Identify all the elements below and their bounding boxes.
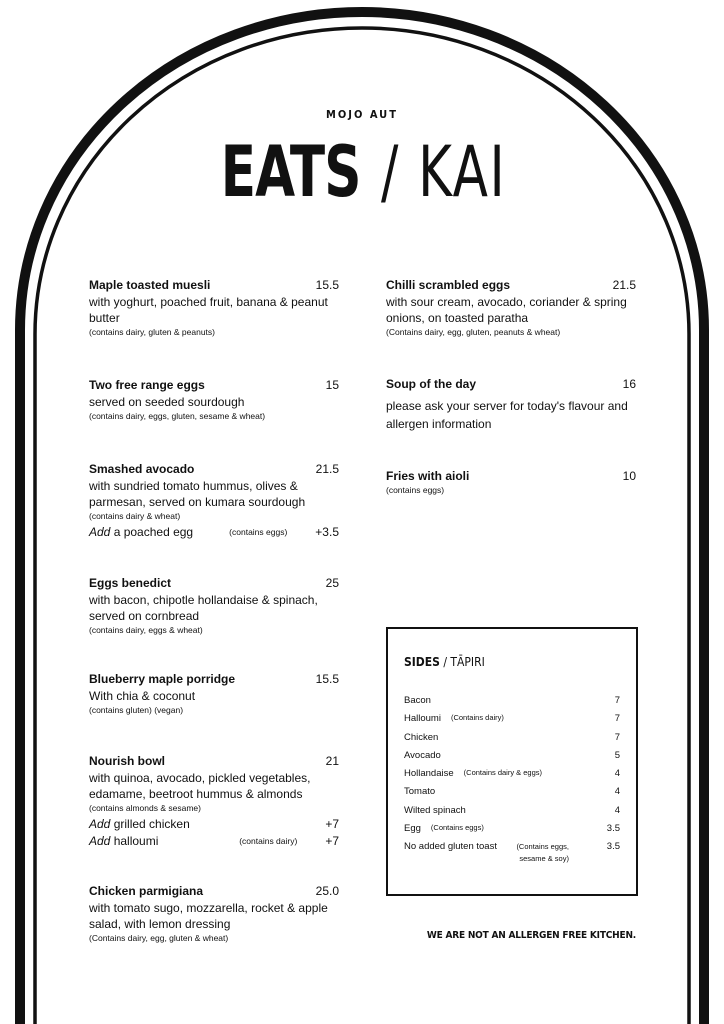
side-allergen: (Contains dairy & eggs): [463, 768, 543, 778]
side-name: Halloumi: [404, 713, 441, 725]
sides-heading: [404, 655, 485, 669]
menu-item: [89, 462, 339, 540]
side-price: 7: [614, 731, 620, 743]
item-price: 21: [325, 754, 339, 768]
item-allergens: (contains dairy, eggs & wheat): [89, 625, 203, 635]
menu-item: [89, 672, 339, 717]
item-name: Blueberry maple porridge: [89, 672, 236, 686]
menu-item: [386, 377, 636, 433]
list-item: [404, 768, 620, 786]
item-description: with sour cream, avocado, coriander & spring onions, on toasted paratha: [386, 295, 627, 325]
addon-price: +7: [325, 817, 339, 831]
list-item: [404, 750, 620, 768]
menu-item: [89, 576, 339, 637]
item-price: 21.5: [315, 462, 339, 476]
addon-text: grilled chicken: [113, 817, 190, 831]
item-name: Fries with aioli: [386, 469, 470, 483]
menu-item: [386, 469, 636, 497]
menu-item: [89, 884, 339, 945]
sides-list: [404, 695, 620, 871]
allergen-disclaimer: WE ARE NOT AN ALLERGEN FREE KITCHEN.: [426, 930, 636, 941]
brand-name: MOJO AUT: [326, 108, 398, 121]
addon-text: halloumi: [113, 834, 159, 848]
item-name: Maple toasted muesli: [89, 278, 211, 292]
item-price: 25: [325, 576, 339, 590]
list-item: [404, 786, 620, 804]
item-description: With chia & coconut: [89, 689, 196, 703]
side-name: Wilted spinach: [404, 804, 466, 816]
list-item: [404, 695, 620, 713]
item-name: Smashed avocado: [89, 462, 195, 476]
item-allergens: (Contains dairy, egg, gluten, peanuts & wheat): [386, 327, 561, 337]
menu-item: [89, 754, 339, 849]
item-addon: [89, 524, 339, 540]
sides-subtitle: / TĀPIRI: [443, 655, 485, 669]
sides-title: SIDES: [404, 655, 440, 669]
item-name: Chilli scrambled eggs: [386, 278, 511, 292]
item-price: 10: [622, 469, 636, 483]
list-item: [404, 713, 620, 731]
addon-price: +7: [325, 834, 339, 848]
item-allergens: (contains eggs): [386, 485, 445, 495]
side-allergen: (Contains eggs): [430, 823, 484, 833]
title-kai: / KAI: [380, 131, 507, 213]
list-item: [404, 805, 620, 823]
item-addon: [89, 816, 339, 832]
side-name: No added gluten toast: [404, 841, 497, 853]
side-price: 4: [614, 768, 620, 780]
item-price: 15.5: [315, 278, 339, 292]
list-item: [404, 823, 620, 841]
item-description: with sundried tomato hummus, olives & parmesan, served on kumara sourdough: [89, 479, 306, 509]
side-price: 7: [614, 713, 620, 725]
item-description: served on seeded sourdough: [89, 395, 245, 409]
menu-item: [89, 378, 339, 423]
side-name: Chicken: [404, 731, 439, 743]
addon-label: Add: [89, 817, 111, 831]
item-allergens: (Contains dairy, egg, gluten & wheat): [89, 933, 229, 943]
item-price: 25.0: [315, 884, 339, 898]
item-allergens: (contains almonds & sesame): [89, 803, 201, 813]
item-allergens: (contains gluten) (vegan): [89, 705, 184, 715]
side-name: Bacon: [404, 695, 431, 706]
sides-box: [386, 627, 638, 896]
item-description: with bacon, chipotle hollandaise & spinach, served on cornbread: [89, 593, 318, 623]
list-item: [404, 732, 620, 750]
item-name: Nourish bowl: [89, 754, 165, 768]
addon-label: Add: [89, 834, 111, 848]
item-price: 16: [622, 377, 636, 391]
item-allergens: (contains dairy, gluten & peanuts): [89, 327, 215, 337]
addon-allergen: (contains eggs): [229, 527, 288, 537]
side-price: 4: [614, 804, 620, 816]
item-description: with yoghurt, poached fruit, banana & peanut butter: [89, 295, 328, 325]
menu-item: [89, 278, 339, 339]
side-price: 4: [614, 786, 620, 798]
item-description: with quinoa, avocado, pickled vegetables, edamame, beetroot hummus & almonds: [89, 771, 311, 801]
side-price: 3.5: [606, 823, 620, 835]
item-name: Soup of the day: [386, 377, 476, 391]
item-price: 15: [325, 378, 339, 392]
page-title: [0, 128, 724, 216]
side-name: Tomato: [404, 786, 436, 798]
item-name: Two free range eggs: [89, 378, 205, 392]
side-name: Egg: [404, 823, 421, 835]
list-item: [404, 841, 620, 871]
item-description: please ask your server for today's flavour and allergen information: [386, 399, 628, 431]
side-name: Hollandaise: [404, 768, 454, 780]
side-allergen: (Contains eggs, sesame & soy): [516, 842, 569, 864]
side-name: Avocado: [404, 749, 441, 761]
addon-text: a poached egg: [113, 525, 194, 539]
item-price: 21.5: [612, 278, 636, 292]
side-price: 7: [614, 695, 620, 706]
menu-item: [386, 278, 636, 339]
side-allergen: (Contains dairy): [450, 713, 504, 723]
addon-price: +3.5: [315, 525, 339, 539]
item-addon: [89, 833, 339, 849]
item-name: Eggs benedict: [89, 576, 172, 590]
addon-label: Add: [89, 525, 111, 539]
side-price: 5: [614, 749, 620, 761]
item-description: with tomato sugo, mozzarella, rocket & apple salad, with lemon dressing: [89, 901, 328, 931]
addon-allergen: (contains dairy): [239, 836, 298, 846]
item-allergens: (contains dairy & wheat): [89, 511, 181, 521]
item-price: 15.5: [315, 672, 339, 686]
item-allergens: (contains dairy, eggs, gluten, sesame & wheat): [89, 411, 266, 421]
side-price: 3.5: [606, 841, 620, 853]
item-name: Chicken parmigiana: [89, 884, 204, 898]
title-eats: EATS: [220, 131, 361, 213]
